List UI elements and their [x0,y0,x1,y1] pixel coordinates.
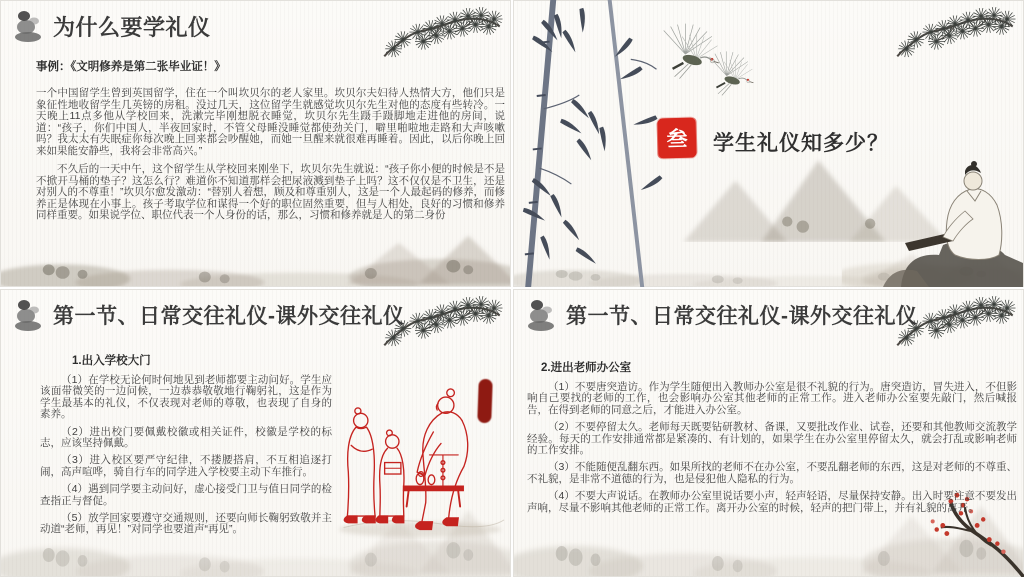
list-item: （1）不要唐突造访。作为学生随便出入教师办公室是很不礼貌的行为。唐突造访，冒失进入，不但影响自己要找的老师的工作，也会影响办公室其他老师的正常工作。进入老师办公室要先敲门，然后喊报告，在得到老师的同意之后，才能进入办公室。 [527,381,1017,416]
slide-daily-etiquette-gate [0,289,511,577]
page-title: 为什么要学礼仪 [53,14,211,40]
list-item: （2）不要停留太久。老师每天既要钻研教材、备课，又要批改作业、试卷，还要和其他教师交流教学经验。每天的工作安排通常都是紧凑的、有计划的，如果学生在办公室里停留太久，就会打乱或影响老师的工作安排。 [527,421,1017,457]
case-study-text [36,58,505,229]
list-item: （1）在学校无论何时何地见到老师都要主动问好。学生应该面带微笑的一边问候，一边恭恭敬敬地行鞠躬礼，这是作为学生最基本的礼仪，不仅表现对老师的尊敬，也表现了自身的素养。 [40,374,332,421]
crane-icon [648,20,766,98]
page-title: 第一节、日常交往礼仪-课外交往礼仪 [53,305,405,328]
list-item: （3）不能随便乱翻东西。如果所找的老师不在办公室，不要乱翻老师的东西，这是对老师的不尊重、不礼貌，是非常不道德的行为，也是侵犯他人隐私的行为。 [527,461,1017,485]
slide-header [14,297,405,333]
list-heading: 1.出入学校大门 [72,355,151,367]
slide-daily-etiquette-office [513,289,1024,577]
list-item: （4）不要大声说话。在教师办公室里说话要小声，轻声轻语，尽量保持安静。出入时要注意不要发出声响，尽量不影响其他老师的正常工作。离开办公室的时候，轻声的把门带上，并有礼貌的离开。 [527,490,1017,514]
etiquette-list [527,359,1017,520]
pine-branch-icon [890,6,1020,60]
ink-wash-icon [14,297,44,333]
slide-header [14,8,211,44]
seal-number: 叁 [666,127,688,152]
scholar-icon [842,137,1024,287]
slide-header [527,297,918,333]
slide-why-learn-etiquette [0,0,511,287]
list-item: （3）进入校区要严守纪律，不搂腰搭肩，不互相追逐打闹，高声喧哗，骑自行车的同学进入学校要主动下车推行。 [40,454,332,478]
list-item: （4）遇到同学要主动问好，虚心接受门卫与值日同学的检查指正与督促。 [40,483,332,507]
pine-branch-icon [377,6,507,60]
mini-seal-stamp [477,379,493,423]
ink-wash-icon [14,8,44,44]
page-title: 第一节、日常交往礼仪-课外交往礼仪 [566,305,918,328]
list-item: （2）进出校门要佩戴校徽或相关证件，校徽是学校的标志，应该坚持佩戴。 [40,425,332,450]
case-paragraph-1: 一个中国留学生曾到英国留学，住在一个叫坎贝尔的老人家里。坎贝尔夫妇待人热情大方，他们只是象征性地收留学生几英镑的房租。没过几天，这位留学生就感觉坎贝尔先生对他的态度有些转冷。一天晚上11点多他从学校回来，洗漱完毕刚想脱衣睡觉，坎贝尔先生蹑手蹑脚地走进他的房间，说道：“孩子，你们中国人，半夜回家时，不管父母睡没睡觉都使劲关门，噼里啪啦地走路和大声咳嗽吗？我太太有失眠症你每次晚上回来都会吵醒她，而她一旦醒来就很难再睡着。因此，以后你晚上回来如果能安静些，我将会非常高兴。” [36,87,505,157]
ink-wash-icon [527,297,557,333]
case-paragraph-2: 不久后的一天中午，这个留学生从学校回来刚坐下，坎贝尔先生就说：“孩子你小便的时候是不是不掀开马桶的垫子？这怎么行？难道你不知道那样会把尿液溅到垫子上吗？这不仅仅是不卫生，还是对别人的不尊重！”坎贝尔愈发激动：“替别人着想，顾及和尊重别人，这是一个人最起码的修养，而修养正是体现在小事上。孩子考取学位和谋得一个好的职位固然重要，但与人相处，良好的习惯和修养同样重要。如果说学位、职位代表一个人身份的话，那么，习惯和修养就是人的第二身份 [36,163,505,221]
ink-landscape-art [1,232,510,286]
etiquette-list [40,352,332,542]
case-title: 事例：《文明修养是第二张毕业证！》 [36,61,226,73]
list-heading: 2.进出老师办公室 [541,362,632,374]
seal-stamp [657,118,696,159]
section-title: 学生礼仪知多少？ [713,132,889,155]
list-item: （5）放学回家要遵守交通规则，还要向师长鞠躬致敬并主动道“老师，再见！”对同学也要道声“再见”。 [40,512,332,536]
slide-section-divider [513,0,1024,287]
